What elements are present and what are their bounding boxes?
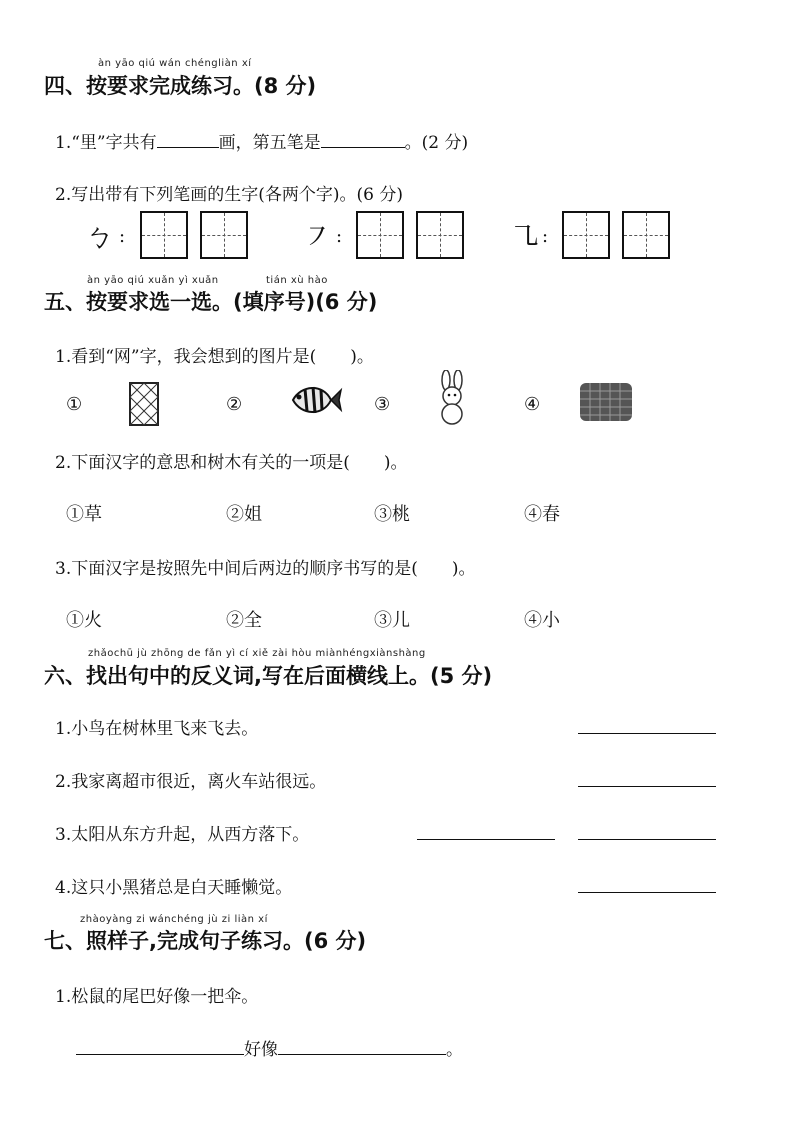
s5-q1-mark-1[interactable]: ① bbox=[66, 394, 83, 415]
colon-1: : bbox=[119, 226, 126, 247]
s6-item-2: 2.我家离超市很近，离火车站很远。 bbox=[55, 772, 327, 792]
fish-image[interactable] bbox=[289, 381, 343, 419]
s5-q1-mark-4[interactable]: ④ bbox=[524, 394, 541, 415]
s7-q1: 1.松鼠的尾巴好像一把伞。 bbox=[55, 987, 259, 1007]
stroke-glyph-2: ㇇ bbox=[302, 220, 332, 255]
s6-answer-line[interactable] bbox=[578, 892, 716, 893]
section4-pinyin: àn yāo qiú wán chéngliàn xí bbox=[98, 58, 252, 69]
s6-answer-line[interactable] bbox=[417, 839, 555, 840]
s4-q1-text-c: 。(2 分) bbox=[404, 133, 469, 153]
colon-3: : bbox=[542, 226, 549, 247]
s5-q3-option-4[interactable]: ④小 bbox=[524, 610, 560, 631]
s5-q2-option-1[interactable]: ①草 bbox=[66, 504, 102, 525]
s5-q3-option-2[interactable]: ②全 bbox=[226, 610, 262, 631]
s5-q1: 1.看到“网”字，我会想到的图片是( )。 bbox=[55, 347, 374, 367]
s4-q1-blank-2[interactable] bbox=[321, 146, 405, 148]
section5-pinyin-a: àn yāo qiú xuǎn yì xuǎn bbox=[87, 275, 219, 286]
stroke-glyph-3: ㇈ bbox=[510, 220, 540, 255]
s6-answer-line[interactable] bbox=[578, 786, 716, 787]
rabbit-image[interactable] bbox=[434, 370, 470, 426]
s5-q3-option-1[interactable]: ①火 bbox=[66, 610, 102, 631]
s6-item-1: 1.小鸟在树林里飞来飞去。 bbox=[55, 719, 259, 739]
writing-box[interactable] bbox=[622, 211, 670, 259]
writing-box[interactable] bbox=[140, 211, 188, 259]
s6-answer-line[interactable] bbox=[578, 733, 716, 734]
s5-q2-option-4[interactable]: ④春 bbox=[524, 504, 560, 525]
s4-q2: 2.写出带有下列笔画的生字(各两个字)。(6 分) bbox=[55, 185, 403, 205]
s5-q1-mark-3[interactable]: ③ bbox=[374, 394, 391, 415]
s5-q2: 2.下面汉字的意思和树木有关的一项是( )。 bbox=[55, 453, 408, 473]
writing-box[interactable] bbox=[416, 211, 464, 259]
section7-title: 七、照样子,完成句子练习。(6 分) bbox=[44, 929, 367, 953]
net-image[interactable] bbox=[127, 381, 161, 427]
s4-q1-blank-1[interactable] bbox=[157, 146, 219, 148]
section7-pinyin: zhàoyàng zi wánchéng jù zi liàn xí bbox=[80, 914, 268, 925]
s7-mid-text: 好像 bbox=[244, 1040, 278, 1060]
colon-2: : bbox=[336, 226, 343, 247]
s7-blank-2[interactable] bbox=[278, 1053, 446, 1055]
writing-box[interactable] bbox=[562, 211, 610, 259]
s5-q3: 3.下面汉字是按照先中间后两边的顺序书写的是( )。 bbox=[55, 559, 476, 579]
stroke-glyph-1: ㄅ bbox=[84, 220, 114, 255]
s4-q1-text-b: 画，第五笔是 bbox=[218, 133, 321, 153]
textured-square-image[interactable] bbox=[578, 381, 634, 423]
section4-title: 四、按要求完成练习。(8 分) bbox=[44, 74, 317, 98]
s7-end-text: 。 bbox=[446, 1040, 463, 1060]
s4-q1-text-a: 1.“里”字共有 bbox=[55, 133, 157, 153]
section6-pinyin: zhǎochū jù zhōng de fǎn yì cí xiě zài hòu miànhéngxiànshàng bbox=[88, 648, 426, 659]
s6-answer-line[interactable] bbox=[578, 839, 716, 840]
s5-q1-mark-2[interactable]: ② bbox=[226, 394, 243, 415]
writing-box[interactable] bbox=[356, 211, 404, 259]
writing-box[interactable] bbox=[200, 211, 248, 259]
s5-q2-option-2[interactable]: ②姐 bbox=[226, 504, 262, 525]
s6-item-3: 3.太阳从东方升起，从西方落下。 bbox=[55, 825, 310, 845]
section5-pinyin-b: tián xù hào bbox=[266, 275, 328, 286]
s5-q2-option-3[interactable]: ③桃 bbox=[374, 504, 410, 525]
s7-example-line bbox=[76, 1035, 463, 1060]
section6-title: 六、找出句中的反义词,写在后面横线上。(5 分) bbox=[44, 664, 493, 688]
s6-item-4: 4.这只小黑猪总是白天睡懒觉。 bbox=[55, 878, 293, 898]
s4-q1 bbox=[55, 128, 468, 153]
section5-title: 五、按要求选一选。(填序号)(6 分) bbox=[44, 290, 378, 314]
s5-q3-option-3[interactable]: ③儿 bbox=[374, 610, 410, 631]
s7-blank-1[interactable] bbox=[76, 1053, 244, 1055]
